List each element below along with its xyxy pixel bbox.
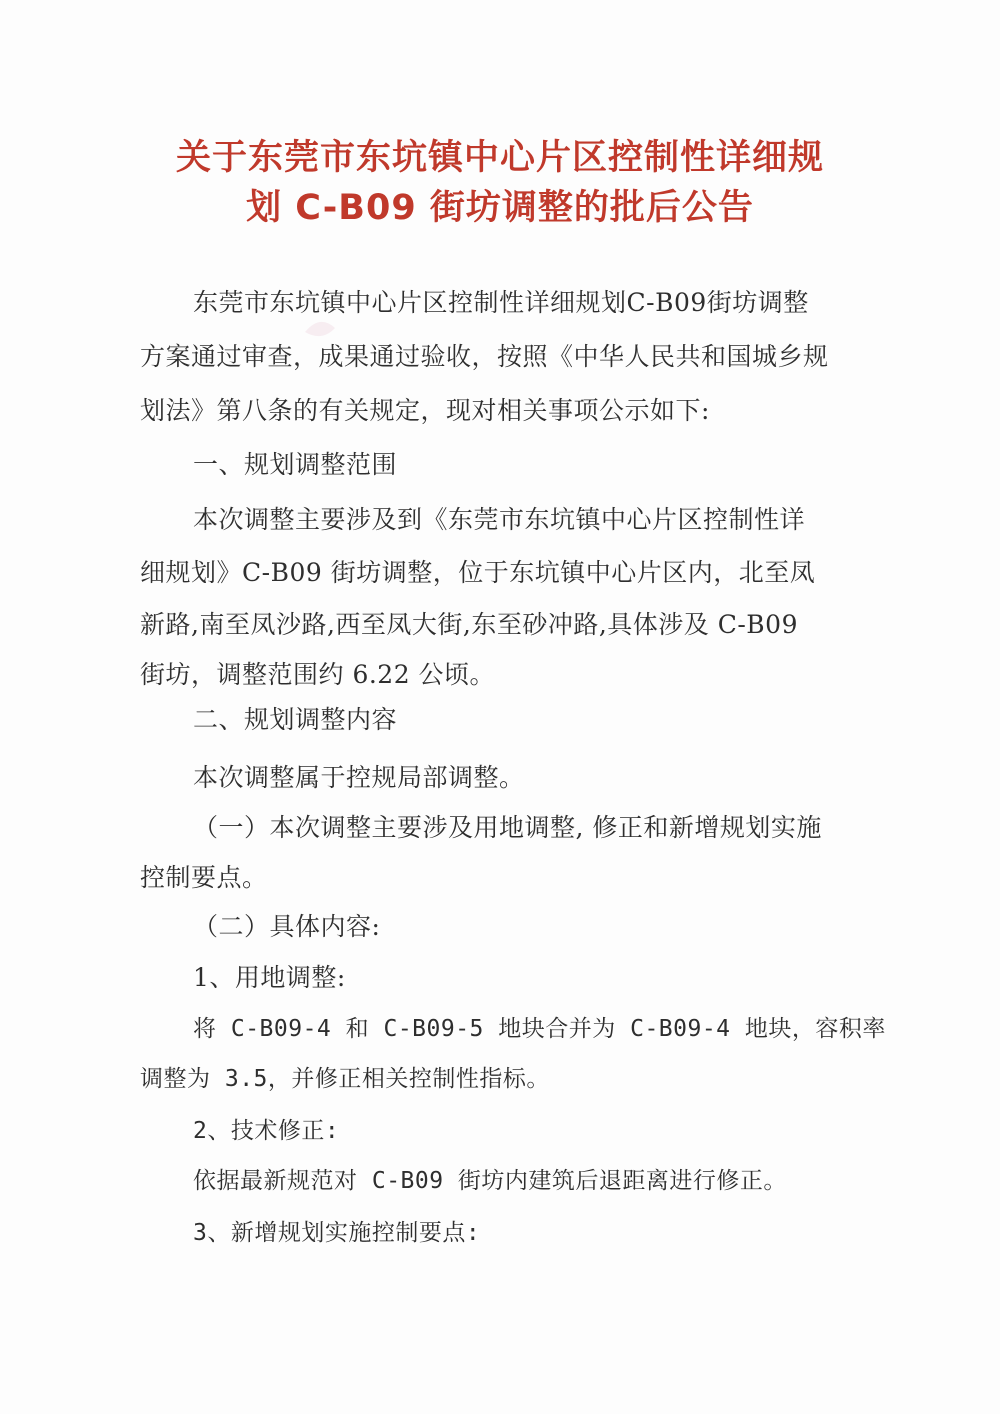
document-title-line-1: 关于东莞市东坑镇中心片区控制性详细规 (175, 138, 824, 178)
paragraph-2-line-4: 街坊，调整范围约 6.22 公顷。 (140, 660, 496, 689)
paragraph-4-line-2: 控制要点。 (140, 863, 268, 892)
document-title-line-2: 划 C-B09 街坊调整的批后公告 (246, 188, 754, 228)
paragraph-1-line-2: 方案通过审查，成果通过验收，按照《中华人民共和国城乡规 (140, 342, 829, 371)
paragraph-5: （二）具体内容: (193, 912, 381, 941)
paragraph-8: 2、技术修正: (193, 1118, 340, 1144)
section-heading-1: 一、规划调整范围 (193, 450, 398, 479)
paragraph-6: 1、用地调整: (193, 963, 346, 992)
paragraph-7-line-2: 调整为 3.5，并修正相关控制性指标。 (140, 1066, 550, 1092)
paragraph-2-line-1: 本次调整主要涉及到《东莞市东坑镇中心片区控制性详 (193, 505, 806, 534)
paragraph-1-line-3: 划法》第八条的有关规定，现对相关事项公示如下: (140, 396, 710, 425)
paragraph-4-line-1: （一）本次调整主要涉及用地调整, 修正和新增规划实施 (193, 813, 822, 842)
paragraph-2-line-2: 细规划》C-B09 街坊调整，位于东坑镇中心片区内，北至凤 (140, 558, 816, 587)
section-heading-2: 二、规划调整内容 (193, 705, 398, 734)
paragraph-2-line-3: 新路,南至凤沙路,西至凤大街,东至砂冲路,具体涉及 C-B09 (140, 610, 798, 639)
paragraph-10: 3、新增规划实施控制要点: (193, 1220, 481, 1246)
paragraph-3: 本次调整属于控规局部调整。 (193, 763, 525, 792)
paragraph-1-line-1: 东莞市东坑镇中心片区控制性详细规划C-B09街坊调整 (193, 288, 809, 317)
paragraph-7-line-1: 将 C-B09-4 和 C-B09-5 地块合并为 C-B09-4 地块，容积率 (193, 1016, 886, 1042)
paragraph-9: 依据最新规范对 C-B09 街坊内建筑后退距离进行修正。 (193, 1168, 787, 1194)
